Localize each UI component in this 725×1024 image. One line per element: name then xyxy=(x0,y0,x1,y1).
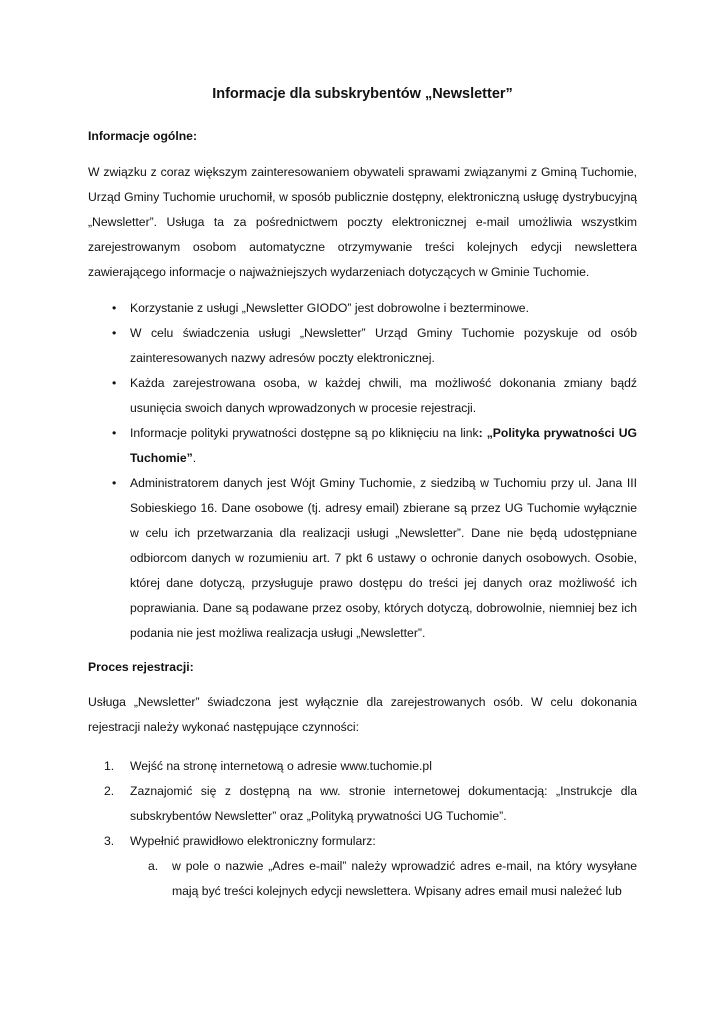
substep-item-email-field xyxy=(88,854,637,904)
substep-letter: a. xyxy=(148,859,159,873)
privacy-text-suffix: . xyxy=(192,451,197,465)
registration-heading: Proces rejestracji: xyxy=(88,660,194,674)
bullet-text: Administratorem danych jest Wójt Gminy Tuchomie, z siedzibą w Tuchomiu przy ul. Jana III Sobieskiego 16. Dane osobowe (tj. adresy email) zbierane są przez UG Tuchomie wyłącznie w celu ich przetwarzania dla realizacji usługi „Newsletter”. Dane nie będą udostępniane odbiorcom danych w rozumieniu art. 7 pkt 6 ustawy o ochronie danych osobowych. Osobie, której dane dotyczą, przysługuje prawo dostępu do treści jej danych oraz możliwość ich poprawiania. Dane są podawane przez osoby, których dotyczą, dobrowolnie, niemniej bez ich podania nie jest możliwa realizacja usługi „Newsletter”. xyxy=(130,476,637,640)
bullet-item-voluntary xyxy=(88,296,637,321)
general-info-bullet-list xyxy=(88,296,637,646)
bullet-item-data-change xyxy=(88,371,637,421)
bullet-text: Korzystanie z usługi „Newsletter GIODO” jest dobrowolne i bezterminowe. xyxy=(130,301,529,315)
step-text: Wejść na stronę internetową o adresie www.tuchomie.pl xyxy=(130,759,432,773)
step-item-read-documentation xyxy=(88,779,637,829)
privacy-policy-link[interactable]: : „Polityka prywatności UG Tuchomie” xyxy=(130,426,638,465)
step-number: 1. xyxy=(104,759,115,773)
step-text: Zaznajomić się z dostępną na ww. stronie internetowej dokumentacją: „Instrukcje dla subskrybentów Newsletter” oraz „Polityką prywatności UG Tuchomie”. xyxy=(130,784,637,823)
step-number: 3. xyxy=(104,834,115,848)
bullet-icon: • xyxy=(112,376,117,390)
bullet-item-data-administrator xyxy=(88,471,637,646)
bullet-icon: • xyxy=(112,326,117,340)
bullet-item-data-collection xyxy=(88,321,637,371)
bullet-text: W celu świadczenia usługi „Newsletter” Urząd Gminy Tuchomie pozyskuje od osób zainteresowanych nazwy adresów poczty elektronicznej. xyxy=(130,326,637,365)
bullet-icon: • xyxy=(112,426,117,440)
step-number: 2. xyxy=(104,784,115,798)
step-item-fill-form xyxy=(88,829,637,854)
substep-text: w pole o nazwie „Adres e-mail” należy wprowadzić adres e-mail, na który wysyłane mają być treści kolejnych edycji newslettera. Wpisany adres email musi należeć lub xyxy=(172,859,637,898)
general-info-heading: Informacje ogólne: xyxy=(88,129,198,143)
bullet-icon: • xyxy=(112,301,117,315)
registration-steps-list xyxy=(88,754,637,904)
document-title: Informacje dla subskrybentów „Newsletter” xyxy=(212,86,513,102)
general-intro-paragraph: W związku z coraz większym zainteresowaniem obywateli sprawami związanymi z Gminą Tuchomie, Urząd Gminy Tuchomie uruchomił, w sposób publicznie dostępny, elektroniczną usługę dystrybucyjną „Newsletter”. Usługa ta za pośrednictwem poczty elektronicznej e-mail umożliwia wszystkim zarejestrowanym osobom automatyczne otrzymywanie treści kolejnych edycji newslettera zawierającego informacje o najważniejszych wydarzeniach dotyczących w Gminie Tuchomie. xyxy=(88,165,637,279)
registration-intro-paragraph: Usługa „Newsletter” świadczona jest wyłącznie dla zarejestrowanych osób. W celu dokonania rejestracji należy wykonać następujące czynności: xyxy=(88,695,637,734)
bullet-text: Każda zarejestrowana osoba, w każdej chwili, ma możliwość dokonania zmiany bądź usunięcia swoich danych wprowadzonych w procesie rejestracji. xyxy=(130,376,637,415)
bullet-item-privacy-policy xyxy=(88,421,637,471)
step-item-visit-website xyxy=(88,754,637,779)
step-text: Wypełnić prawidłowo elektroniczny formularz: xyxy=(130,834,376,848)
bullet-icon: • xyxy=(112,476,117,490)
privacy-text-prefix: Informacje polityki prywatności dostępne są po kliknięciu na link xyxy=(130,426,479,440)
